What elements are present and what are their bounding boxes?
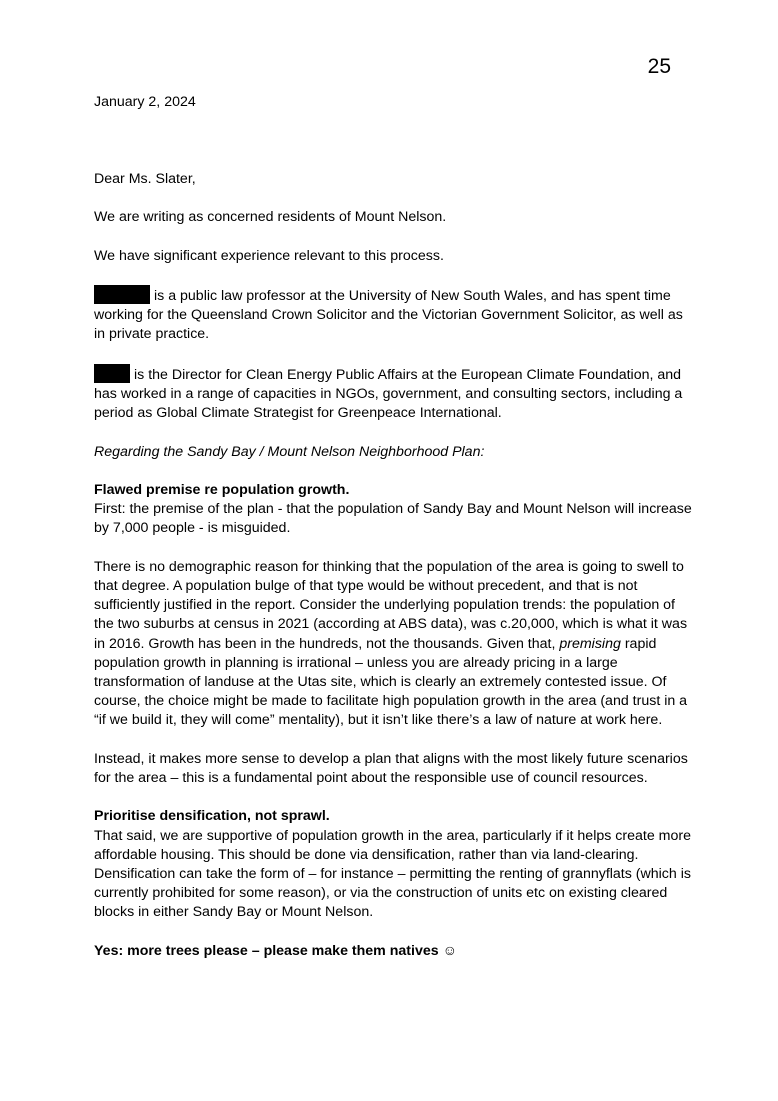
section-text: First: the premise of the plan - that the population of Sandy Bay and Mount Nelson will increase by 7,000 people - is misguided. (94, 501, 692, 537)
bio-paragraph-2 (94, 364, 694, 424)
emphasis-premising: premising (559, 635, 621, 652)
section-densification (94, 807, 694, 922)
intro-paragraph: We are writing as concerned residents of Mount Nelson. (94, 209, 447, 226)
page-number: 25 (647, 55, 671, 78)
bio-text-2: is the Director for Clean Energy Public Affairs at the European Climate Foundation, and has worked in a range of capacities in NGOs, government, and consulting sectors, including a period as Global Climate Strategist for Greenpeace International. (94, 366, 683, 422)
section-population (94, 481, 694, 539)
section-heading: Flawed premise re population growth. (94, 481, 350, 498)
section-trees (94, 942, 694, 961)
paragraph-text: rapid population growth in planning is irrational – unless you are already pricing in a large transformation of landuse at the Utas site, which is clearly an extremely contested issue. Of course, the choice might be made to facilitate high population growth in the area (and trust in a “if we build it, they will come” mentality), but it isn’t like there’s a law of nature at work here. (94, 635, 688, 729)
letter-date: January 2, 2024 (94, 94, 196, 110)
bio-text-1: is a public law professor at the University of New South Wales, and has spent time working for the Queensland Crown Solicitor and the Victorian Government Solicitor, as well as in private practice. (94, 287, 683, 343)
section-heading: Yes: more trees please – please make them natives ☺ (94, 942, 458, 959)
bio-paragraph-1 (94, 285, 694, 345)
section-text: That said, we are supportive of population growth in the area, particularly if it helps create more affordable housing. This should be done via densification, rather than via land-clearing. Densification can take the form of – for instance – permitting the renting of grannyflats (which is currently prohibited for some reason), or via the construction of units etc on existing cleared blocks in either Sandy Bay or Mount Nelson. (94, 827, 691, 921)
paragraph-text: There is no demographic reason for thinking that the population of the area is going to swell to that degree. A population bulge of that type would be without precedent, and that is not sufficiently justified in the report. Consider the underlying population trends: the population of the two suburbs at census in 2021 (according at ABS data), was c.20,000, which is what it was in 2016. Growth has been in the hundreds, not the thousands. Given that, (94, 558, 688, 652)
salutation: Dear Ms. Slater, (94, 170, 196, 187)
regarding-line: Regarding the Sandy Bay / Mount Nelson Neighborhood Plan: (94, 443, 485, 460)
demographic-paragraph (94, 558, 694, 731)
experience-paragraph: We have significant experience relevant to this process. (94, 247, 444, 264)
letter-body (94, 93, 694, 980)
redacted-name-block (94, 285, 150, 304)
section-heading: Prioritise densification, not sprawl. (94, 808, 330, 825)
plan-paragraph: Instead, it makes more sense to develop a plan that aligns with the most likely future scenarios for the area – this is a fundamental point about the responsible use of council resources. (94, 750, 688, 786)
redacted-name-block (94, 364, 130, 383)
